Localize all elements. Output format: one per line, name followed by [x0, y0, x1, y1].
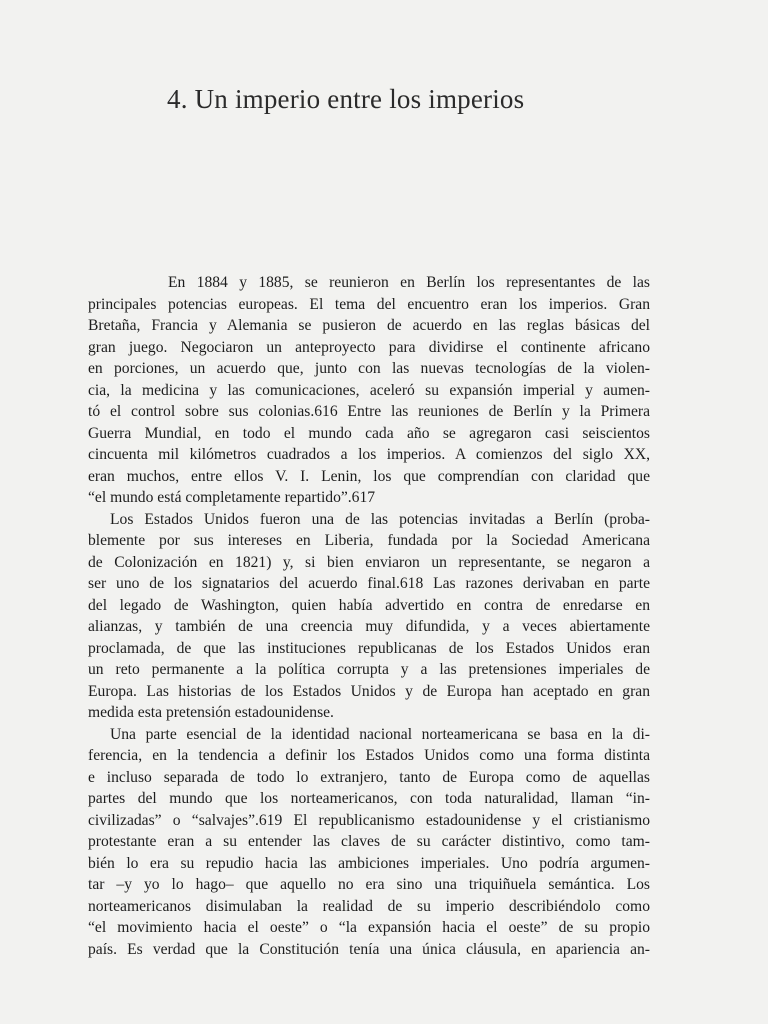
- text-line: tó el control sobre sus colonias.616 Entre las reuniones de Berlín y la Primera: [88, 403, 650, 420]
- text-line: gran juego. Negociaron un anteproyecto para dividirse el continente africano: [88, 338, 650, 356]
- text-line: cincuenta mil kilómetros cuadrados a los imperios. A comienzos del siglo XX,: [88, 446, 650, 463]
- text-line: bién lo era su repudio hacia las ambiciones imperiales. Uno podría argumen-: [88, 854, 650, 872]
- text-line: En 1884 y 1885, se reunieron en Berlín los representantes de las: [168, 274, 650, 291]
- text-line: en porciones, un acuerdo que, junto con las nuevas tecnologías de la violen-: [88, 360, 650, 377]
- text-line: civilizadas” o “salvajes”.619 El republicanismo estadounidense y el cristianismo: [88, 811, 650, 829]
- text-line: de Colonización en 1821) y, si bien enviaron un representante, se negaron a: [88, 553, 650, 571]
- text-line: Una parte esencial de la identidad nacional norteamericana se basa en la di-: [110, 725, 650, 743]
- text-line: Bretaña, Francia y Alemania se pusieron de acuerdo en las reglas básicas del: [88, 317, 650, 334]
- text-line: medida esta pretensión estadounidense.: [88, 704, 334, 721]
- text-line: Los Estados Unidos fueron una de las potencias invitadas a Berlín (proba-: [110, 510, 650, 528]
- text-line: tar –y yo lo hago– que aquello no era sino una triquiñuela semántica. Los: [88, 876, 650, 893]
- text-line: país. Es verdad que la Constitución tenía una única cláusula, en apariencia an-: [88, 940, 650, 958]
- text-line: ferencia, en la tendencia a definir los Estados Unidos como una forma distinta: [88, 747, 650, 764]
- text-line: ser uno de los signatarios del acuerdo final.618 Las razones derivaban en parte: [88, 575, 650, 592]
- text-line: eran muchos, entre ellos V. I. Lenin, los que comprendían con claridad que: [88, 467, 650, 485]
- text-line: “el movimiento hacia el oeste” o “la expansión hacia el oeste” de su propio: [88, 919, 650, 936]
- body-text: [88, 272, 650, 960]
- text-line: norteamericanos disimulaban la realidad de su imperio describiéndolo como: [88, 897, 650, 915]
- text-line: del legado de Washington, quien había advertido en contra de enredarse en: [88, 596, 650, 614]
- text-line: protestante eran a su entender las claves de su carácter distintivo, como tam-: [88, 833, 650, 850]
- text-line: principales potencias europeas. El tema del encuentro eran los imperios. Gran: [88, 295, 650, 313]
- text-line: alianzas, y también de una creencia muy difundida, y a veces abiertamente: [88, 618, 650, 635]
- text-line: Europa. Las historias de los Estados Unidos y de Europa han aceptado en gran: [88, 682, 650, 700]
- text-line: cia, la medicina y las comunicaciones, aceleró su expansión imperial y aumen-: [88, 381, 650, 399]
- text-line: e incluso separada de todo lo extranjero, tanto de Europa como de aquellas: [88, 768, 650, 786]
- text-line: partes del mundo que los norteamericanos, con toda naturalidad, llaman “in-: [88, 790, 650, 807]
- text-line: Guerra Mundial, en todo el mundo cada año se agregaron casi seiscientos: [88, 424, 650, 442]
- text-line: blemente por sus intereses en Liberia, fundada por la Sociedad Americana: [88, 532, 650, 549]
- text-line: “el mundo está completamente repartido”.617: [88, 489, 376, 506]
- text-line: un reto permanente a la política corrupta y a las pretensiones imperiales de: [88, 661, 650, 678]
- chapter-title: 4. Un imperio entre los imperios: [167, 84, 525, 114]
- text-line: proclamada, de que las instituciones republicanas de los Estados Unidos eran: [88, 639, 650, 657]
